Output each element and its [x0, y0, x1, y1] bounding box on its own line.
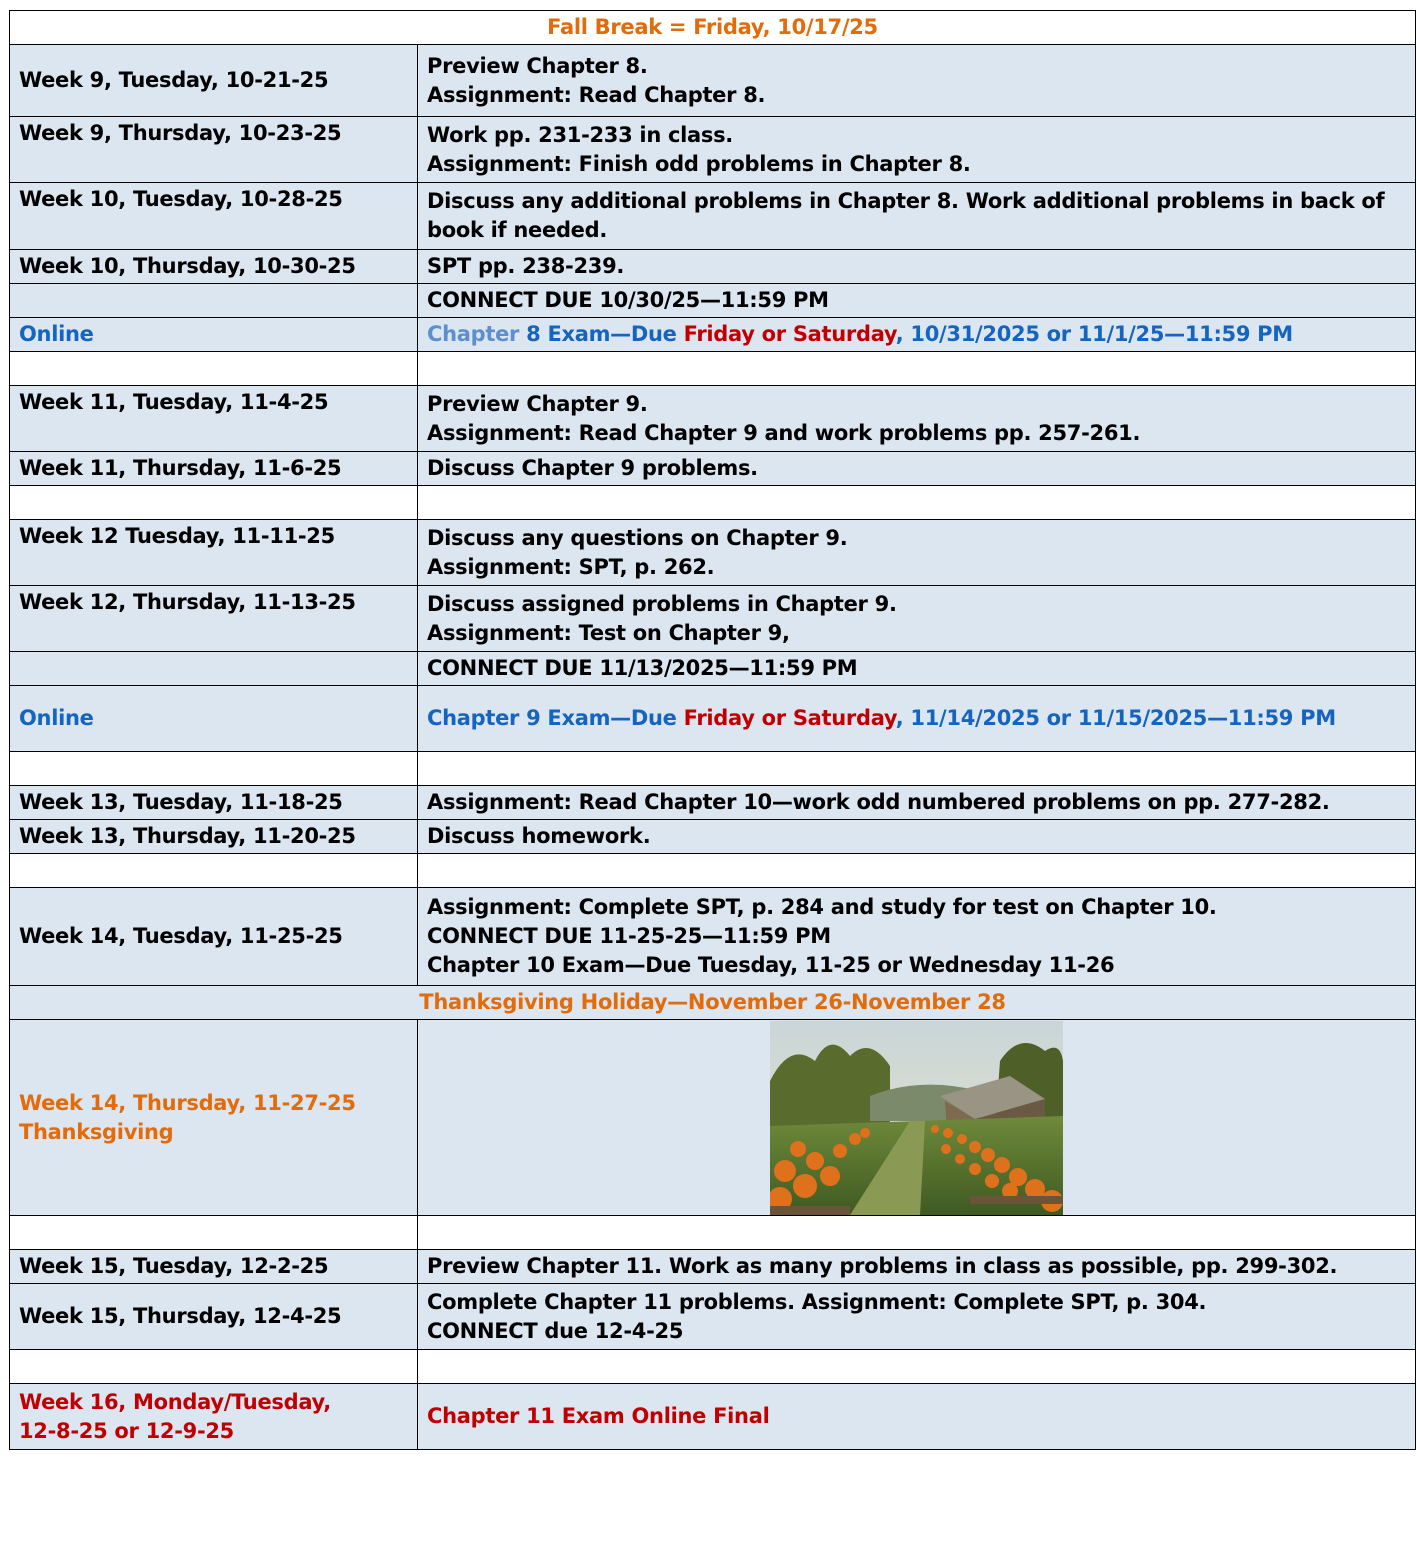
row-date: Week 10, Tuesday, 10-28-25: [10, 183, 418, 250]
pumpkin-patch-image: [770, 1021, 1063, 1215]
row-content: Discuss any additional problems in Chapter 8. Work additional problems in back of book if needed.: [418, 183, 1416, 250]
row-date-online: Online: [10, 318, 418, 352]
row-content: SPT pp. 238-239.: [418, 250, 1416, 284]
row-date-empty: [10, 284, 418, 318]
row-content: [418, 888, 1416, 986]
row-date: Week 15, Thursday, 12-4-25: [10, 1284, 418, 1350]
row-content: [418, 586, 1416, 652]
row-content-exam: [418, 686, 1416, 752]
date-line: Week 14, Thursday, 11-27-25: [19, 1090, 356, 1115]
row-content: Preview Chapter 11. Work as many problems in class as possible, pp. 299-302.: [418, 1250, 1416, 1284]
spacer-cell: [418, 854, 1416, 888]
row-date: Week 9, Thursday, 10-23-25: [10, 117, 418, 183]
spacer-cell: [418, 486, 1416, 520]
spacer-cell: [418, 752, 1416, 786]
row-content-final: Chapter 11 Exam Online Final: [418, 1384, 1416, 1450]
spacer-cell: [418, 352, 1416, 386]
content-line: CONNECT DUE 11-25-25—11:59 PM: [427, 924, 831, 948]
row-content: Discuss homework.: [418, 820, 1416, 854]
row-content: CONNECT DUE 10/30/25—11:59 PM: [418, 284, 1416, 318]
content-line: CONNECT due 12-4-25: [427, 1318, 684, 1343]
content-line: Preview Chapter 9.: [427, 391, 648, 416]
spacer-cell: [10, 1350, 418, 1384]
row-date: Week 11, Thursday, 11-6-25: [10, 452, 418, 486]
row-date-online: Online: [10, 686, 418, 752]
row-date: Week 13, Tuesday, 11-18-25: [10, 786, 418, 820]
row-date-final: [10, 1384, 418, 1450]
row-date: Week 10, Thursday, 10-30-25: [10, 250, 418, 284]
date-line: Thanksgiving: [19, 1119, 174, 1144]
row-date: Week 11, Tuesday, 11-4-25: [10, 386, 418, 452]
content-line: Assignment: Complete SPT, p. 284 and study for test on Chapter 10.: [427, 895, 1217, 919]
row-content: [418, 1284, 1416, 1350]
exam-days: Friday or Saturday: [683, 322, 896, 346]
content-line: Complete Chapter 11 problems. Assignment: Complete SPT, p. 304.: [427, 1289, 1207, 1314]
schedule-table: [9, 10, 1416, 1450]
row-content: [418, 117, 1416, 183]
row-date: Week 12, Thursday, 11-13-25: [10, 586, 418, 652]
row-content: Discuss Chapter 9 problems.: [418, 452, 1416, 486]
exam-dates: , 11/14/2025 or 11/15/2025—11:59 PM: [895, 706, 1336, 730]
content-line: Preview Chapter 8.: [427, 53, 648, 78]
fall-break-banner: Fall Break = Friday, 10/17/25: [10, 11, 1416, 45]
exam-text: 8 Exam—Due: [519, 322, 684, 346]
picture-cell: [418, 1020, 1416, 1216]
row-date: Week 9, Tuesday, 10-21-25: [10, 45, 418, 117]
row-date-thanksgiving: [10, 1020, 418, 1216]
row-date-empty: [10, 652, 418, 686]
row-content: [418, 520, 1416, 586]
row-content: Assignment: Read Chapter 10—work odd numbered problems on pp. 277-282.: [418, 786, 1416, 820]
content-line: Assignment: Read Chapter 8.: [427, 82, 766, 107]
content-line: Assignment: SPT, p. 262.: [427, 554, 715, 579]
content-line: Discuss any questions on Chapter 9.: [427, 525, 848, 550]
content-line: Assignment: Finish odd problems in Chapter 8.: [427, 151, 971, 176]
exam-text: Chapter 9 Exam—Due: [427, 706, 684, 730]
date-line: Week 16, Monday/Tuesday,: [19, 1389, 331, 1414]
row-content: CONNECT DUE 11/13/2025—11:59 PM: [418, 652, 1416, 686]
spacer-cell: [10, 352, 418, 386]
content-line: Discuss assigned problems in Chapter 9.: [427, 591, 897, 616]
row-date: Week 15, Tuesday, 12-2-25: [10, 1250, 418, 1284]
spacer-cell: [418, 1350, 1416, 1384]
spacer-cell: [10, 854, 418, 888]
spacer-cell: [10, 752, 418, 786]
row-content-exam: [418, 318, 1416, 352]
content-line: Assignment: Test on Chapter 9,: [427, 620, 790, 645]
row-content: [418, 45, 1416, 117]
content-line: Work pp. 231-233 in class.: [427, 122, 733, 147]
thanksgiving-banner: Thanksgiving Holiday—November 26-November 28: [10, 986, 1416, 1020]
content-line: Chapter 10 Exam—Due Tuesday, 11-25 or Wednesday 11-26: [427, 953, 1115, 977]
content-line: Assignment: Read Chapter 9 and work problems pp. 257-261.: [427, 420, 1141, 445]
row-date: Week 13, Thursday, 11-20-25: [10, 820, 418, 854]
exam-dates: , 10/31/2025 or 11/1/25—11:59 PM: [895, 322, 1293, 346]
exam-text: Chapter: [427, 322, 520, 346]
row-date: Week 14, Tuesday, 11-25-25: [10, 888, 418, 986]
row-content: [418, 386, 1416, 452]
spacer-cell: [10, 1216, 418, 1250]
spacer-cell: [10, 486, 418, 520]
date-line: 12-8-25 or 12-9-25: [19, 1418, 234, 1443]
exam-days: Friday or Saturday: [683, 706, 896, 730]
spacer-cell: [418, 1216, 1416, 1250]
row-date: Week 12 Tuesday, 11-11-25: [10, 520, 418, 586]
